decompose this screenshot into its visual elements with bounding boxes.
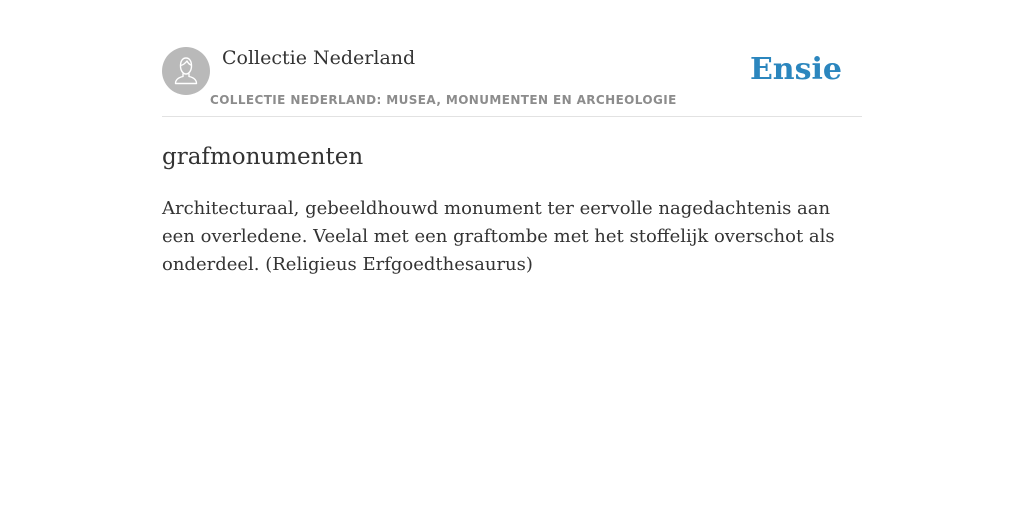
brand-logo[interactable]: Ensie bbox=[749, 52, 842, 87]
avatar[interactable] bbox=[162, 47, 210, 95]
source-subtitle[interactable]: COLLECTIE NEDERLAND: MUSEA, MONUMENTEN EN ARCHEOLOGIE bbox=[210, 93, 677, 107]
entry-card bbox=[162, 46, 862, 279]
entry-header bbox=[162, 46, 862, 117]
user-silhouette-icon bbox=[162, 47, 210, 95]
entry-term: grafmonumenten bbox=[162, 144, 364, 170]
author-name[interactable]: Collectie Nederland bbox=[222, 47, 416, 69]
entry-definition: Architecturaal, gebeeldhouwd monument ter eervolle nagedachtenis aan een overledene. Veelal met een graftombe met het stoffelijk overschot als onderdeel. (Religieus Erfgoedthesaurus) bbox=[162, 198, 835, 275]
